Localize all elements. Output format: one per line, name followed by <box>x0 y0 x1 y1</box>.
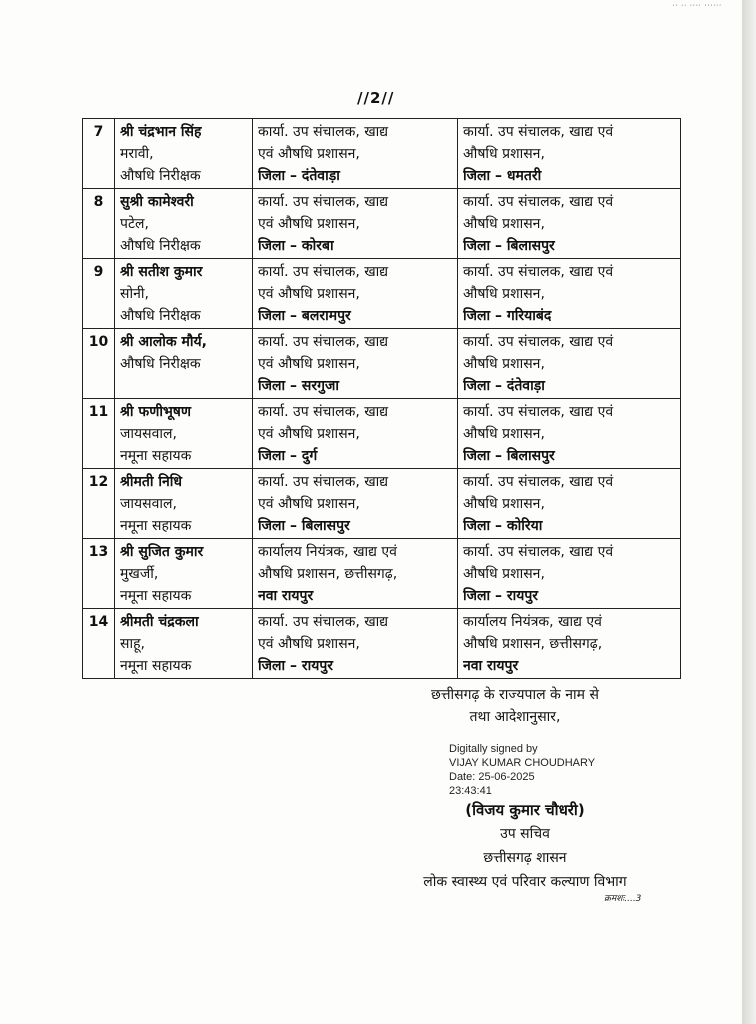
from-line: जिला – दुर्ग <box>258 448 318 464</box>
to-line: औषधि प्रशासन, <box>463 286 545 302</box>
to-line: कार्या. उप संचालक, खाद्य एवं <box>463 544 614 560</box>
serial-number: 9 <box>83 259 115 329</box>
current-posting-cell <box>253 399 458 469</box>
to-line: जिला – धमतरी <box>463 168 542 184</box>
serial-number: 11 <box>83 399 115 469</box>
from-line: कार्या. उप संचालक, खाद्य <box>258 474 389 490</box>
from-line: एवं औषधि प्रशासन, <box>258 146 360 162</box>
serial-number: 13 <box>83 539 115 609</box>
name-line: श्रीमती निधि <box>120 474 183 490</box>
employee-name-cell <box>115 469 253 539</box>
current-posting-cell <box>253 469 458 539</box>
serial-number: 8 <box>83 189 115 259</box>
officer-designation: उप सचिव <box>500 826 550 842</box>
name-line: सुश्री कामेश्वरी <box>120 194 194 210</box>
table-row <box>83 329 681 399</box>
current-posting-cell <box>253 189 458 259</box>
from-line: एवं औषधि प्रशासन, <box>258 426 360 442</box>
table-row <box>83 119 681 189</box>
table-row <box>83 399 681 469</box>
from-line: एवं औषधि प्रशासन, <box>258 356 360 372</box>
serial-number: 12 <box>83 469 115 539</box>
name-line: औषधि निरीक्षक <box>120 356 201 372</box>
current-posting-cell <box>253 609 458 679</box>
current-posting-cell <box>253 539 458 609</box>
name-line: श्री आलोक मौर्य, <box>120 334 207 350</box>
from-line: जिला – बिलासपुर <box>258 518 350 534</box>
employee-name-cell <box>115 539 253 609</box>
new-posting-cell <box>458 399 681 469</box>
employee-name-cell <box>115 119 253 189</box>
new-posting-cell <box>458 469 681 539</box>
from-line: एवं औषधि प्रशासन, <box>258 216 360 232</box>
page-edge <box>742 0 756 1024</box>
name-line: श्री सतीश कुमार <box>120 264 203 280</box>
employee-name-cell <box>115 399 253 469</box>
to-line: औषधि प्रशासन, छत्तीसगढ़, <box>463 636 603 652</box>
name-line: श्री सुजित कुमार <box>120 544 204 560</box>
signature-line-2: VIJAY KUMAR CHOUDHARY <box>449 757 596 769</box>
name-line: नमूना सहायक <box>120 658 192 674</box>
corner-mark: ‘’ ‘‘ ‘’’’ ’’’’’’ <box>672 4 722 11</box>
new-posting-cell <box>458 119 681 189</box>
to-line: कार्या. उप संचालक, खाद्य एवं <box>463 124 614 140</box>
new-posting-cell <box>458 189 681 259</box>
digital-signature <box>449 742 595 798</box>
table-row <box>83 189 681 259</box>
employee-name-cell <box>115 609 253 679</box>
from-line: कार्या. उप संचालक, खाद्य <box>258 124 389 140</box>
name-line: सोनी, <box>120 286 149 302</box>
to-line: जिला – दंतेवाड़ा <box>463 378 545 394</box>
to-line: कार्या. उप संचालक, खाद्य एवं <box>463 474 614 490</box>
to-line: जिला – बिलासपुर <box>463 448 555 464</box>
from-line: एवं औषधि प्रशासन, <box>258 496 360 512</box>
employee-name-cell <box>115 189 253 259</box>
from-line: कार्या. उप संचालक, खाद्य <box>258 264 389 280</box>
transfer-table-body <box>83 119 681 679</box>
signature-line-4: 23:43:41 <box>449 785 492 797</box>
serial-number: 14 <box>83 609 115 679</box>
table-row <box>83 259 681 329</box>
name-line: जायसवाल, <box>120 496 177 512</box>
from-line: कार्या. उप संचालक, खाद्य <box>258 194 389 210</box>
officer-department: लोक स्वास्थ्य एवं परिवार कल्याण विभाग <box>423 874 627 890</box>
name-line: नमूना सहायक <box>120 518 192 534</box>
name-line: औषधि निरीक्षक <box>120 308 201 324</box>
name-line: साहू, <box>120 636 145 652</box>
transfer-table <box>82 118 681 679</box>
serial-number: 7 <box>83 119 115 189</box>
employee-name-cell <box>115 259 253 329</box>
closing-line-1: छत्तीसगढ़ के राज्यपाल के नाम से <box>431 687 599 703</box>
from-line: कार्यालय नियंत्रक, खाद्य एवं <box>258 544 397 560</box>
new-posting-cell <box>458 329 681 399</box>
name-line: जायसवाल, <box>120 426 177 442</box>
current-posting-cell <box>253 259 458 329</box>
to-line: औषधि प्रशासन, <box>463 356 545 372</box>
from-line: जिला – कोरबा <box>258 238 334 254</box>
closing-line-2: तथा आदेशानुसार, <box>469 709 561 725</box>
name-line: श्री चंद्रभान सिंह <box>120 124 202 140</box>
name-line: मुखर्जी, <box>120 566 159 582</box>
to-line: औषधि प्रशासन, <box>463 496 545 512</box>
to-line: जिला – कोरिया <box>463 518 543 534</box>
to-line: कार्या. उप संचालक, खाद्य एवं <box>463 264 614 280</box>
page-number: //2// <box>357 89 395 107</box>
from-line: कार्या. उप संचालक, खाद्य <box>258 334 389 350</box>
to-line: औषधि प्रशासन, <box>463 426 545 442</box>
new-posting-cell <box>458 259 681 329</box>
table-row <box>83 609 681 679</box>
name-line: नमूना सहायक <box>120 448 192 464</box>
to-line: नवा रायपुर <box>463 658 519 674</box>
from-line: कार्या. उप संचालक, खाद्य <box>258 404 389 420</box>
to-line: औषधि प्रशासन, <box>463 566 545 582</box>
new-posting-cell <box>458 609 681 679</box>
name-line: श्रीमती चंद्रकला <box>120 614 199 630</box>
from-line: नवा रायपुर <box>258 588 314 604</box>
from-line: कार्या. उप संचालक, खाद्य <box>258 614 389 630</box>
signatory-block <box>380 798 670 894</box>
from-line: एवं औषधि प्रशासन, <box>258 636 360 652</box>
name-line: औषधि निरीक्षक <box>120 238 201 254</box>
name-line: औषधि निरीक्षक <box>120 168 201 184</box>
name-line: नमूना सहायक <box>120 588 192 604</box>
officer-name: (विजय कुमार चौधरी) <box>465 801 585 819</box>
name-line: मरावी, <box>120 146 154 162</box>
from-line: जिला – दंतेवाड़ा <box>258 168 340 184</box>
signature-line-3: Date: 25-06-2025 <box>449 771 535 783</box>
from-line: जिला – सरगुजा <box>258 378 339 394</box>
signature-line-1: Digitally signed by <box>449 743 538 755</box>
to-line: कार्या. उप संचालक, खाद्य एवं <box>463 404 614 420</box>
to-line: कार्या. उप संचालक, खाद्य एवं <box>463 334 614 350</box>
from-line: एवं औषधि प्रशासन, <box>258 286 360 302</box>
name-line: पटेल, <box>120 216 149 232</box>
to-line: औषधि प्रशासन, <box>463 216 545 232</box>
officer-government: छत्तीसगढ़ शासन <box>483 850 567 866</box>
to-line: जिला – बिलासपुर <box>463 238 555 254</box>
from-line: औषधि प्रशासन, छत्तीसगढ़, <box>258 566 398 582</box>
new-posting-cell <box>458 539 681 609</box>
current-posting-cell <box>253 119 458 189</box>
closing-text <box>395 684 635 728</box>
from-line: जिला – बलरामपुर <box>258 308 351 324</box>
to-line: औषधि प्रशासन, <box>463 146 545 162</box>
continued-marker: क्रमशः....3 <box>604 894 642 904</box>
to-line: जिला – रायपुर <box>463 588 539 604</box>
to-line: कार्यालय नियंत्रक, खाद्य एवं <box>463 614 602 630</box>
name-line: श्री फणीभूषण <box>120 404 192 420</box>
employee-name-cell <box>115 329 253 399</box>
table-row <box>83 539 681 609</box>
serial-number: 10 <box>83 329 115 399</box>
table-row <box>83 469 681 539</box>
current-posting-cell <box>253 329 458 399</box>
to-line: कार्या. उप संचालक, खाद्य एवं <box>463 194 614 210</box>
to-line: जिला – गरियाबंद <box>463 308 552 324</box>
from-line: जिला – रायपुर <box>258 658 334 674</box>
